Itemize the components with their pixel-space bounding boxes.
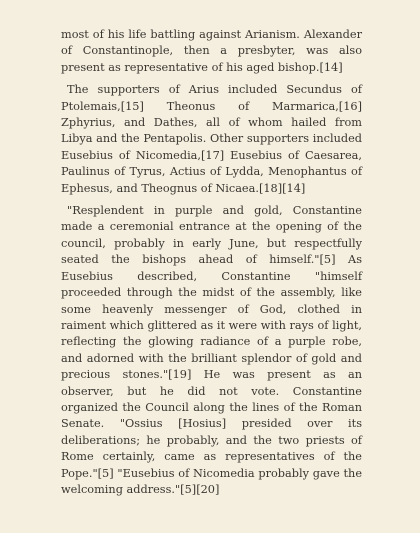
paragraph-arianism-continuation: most of his life battling against Arianism. Alexander of Constantinople, then a presbyter, was also present as representative of his aged bishop.[14] xyxy=(61,28,362,74)
paragraph-constantine-entrance: "Resplendent in purple and gold, Constantine made a ceremonial entrance at the opening of the council, probably in early June, but respectfully seated the bishops ahead of himself."[5] As Eusebius described, Constantine "himself proceeded through the midst of the assembly, like some heavenly messenger of God, clothed in raiment which glittered as it were with rays of light, reflecting the glowing radiance of a purple robe, and adorned with the brilliant splendor of gold and precious stones."[19] He was present as an observer, but he did not vote. Constantine organized the Council along the lines of the Roman Senate. "Ossius [Hosius] presided over its deliberations; he probably, and the two priests of Rome certainly, came as representatives of the Pope."[5] "Eusebius of Nicomedia probably gave the welcoming address."[5][20] xyxy=(61,204,362,496)
document-page xyxy=(61,27,362,504)
paragraph-supporters-of-arius: The supporters of Arius included Secundus of Ptolemais,[15] Theonus of Marmarica,[16] Zphyrius, and Dathes, all of whom hailed from Libya and the Pentapolis. Other supporters included Eusebius of Nicomedia,[17] Eusebius of Caesarea, Paulinus of Tyrus, Actius of Lydda, Menophantus of Ephesus, and Theognus of Nicaea.[18][14] xyxy=(61,83,362,195)
